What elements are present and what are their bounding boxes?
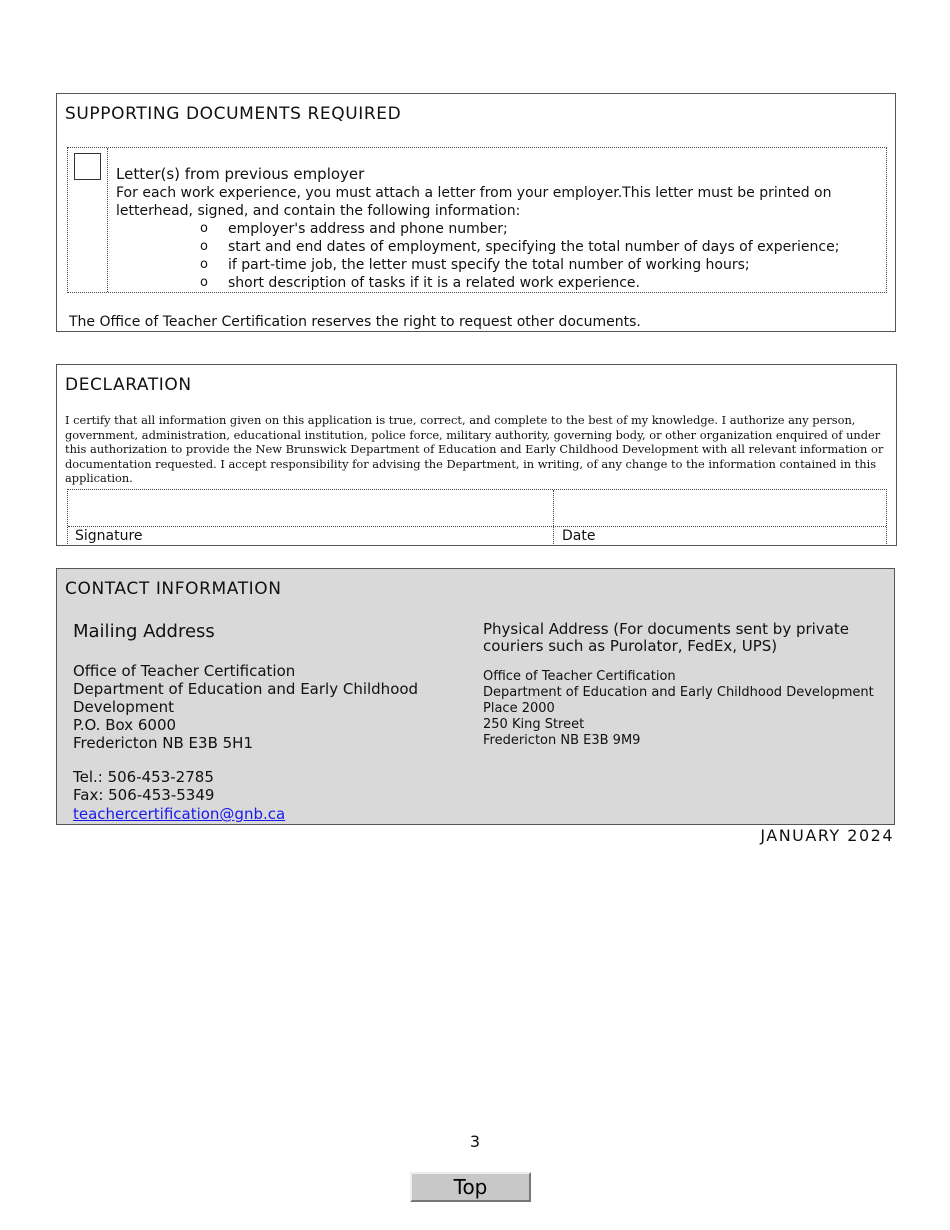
page-number: 3 — [469, 1132, 481, 1151]
signature-label: Signature — [75, 528, 143, 544]
signature-table — [67, 489, 887, 546]
employer-letter-title: Letter(s) from previous employer — [116, 165, 365, 183]
declaration-section — [56, 364, 897, 546]
bullet-marker: o — [200, 239, 208, 254]
physical-address-line: Department of Education and Early Childhood Development — [483, 685, 874, 700]
table-divider — [68, 526, 886, 527]
table-divider — [553, 490, 554, 546]
telephone: Tel.: 506-453-2785 — [73, 768, 214, 786]
physical-address-line: Office of Teacher Certification — [483, 669, 676, 684]
list-item: o employer's address and phone number; — [200, 221, 508, 237]
list-item: o if part-time job, the letter must specify the total number of working hours; — [200, 257, 750, 273]
supporting-documents-section — [56, 93, 896, 332]
date-label: Date — [562, 528, 596, 544]
signature-field[interactable] — [68, 490, 553, 526]
mailing-address-line: P.O. Box 6000 — [73, 716, 177, 734]
mailing-address-line: Department of Education and Early Childhood Development — [73, 680, 419, 716]
employer-letter-description: For each work experience, you must attach a letter from your employer.This letter must be printed on letterhead, signed, and contain the following information: — [116, 185, 832, 219]
revision-date: JANUARY 2024 — [760, 826, 894, 845]
physical-address-title: Physical Address (For documents sent by private couriers such as Purolator, FedEx, UPS) — [483, 620, 850, 655]
mailing-address — [73, 621, 453, 823]
email-link[interactable]: teachercertification@gnb.ca — [73, 805, 286, 823]
supporting-documents-table — [67, 147, 887, 293]
bullet-marker: o — [200, 221, 208, 236]
declaration-heading: DECLARATION — [65, 375, 192, 395]
checkbox-cell — [68, 148, 108, 292]
bullet-marker: o — [200, 275, 208, 290]
employer-letter-requirements — [200, 220, 839, 292]
date-field[interactable] — [554, 490, 886, 526]
list-item: o short description of tasks if it is a related work experience. — [200, 275, 640, 291]
mailing-address-title: Mailing Address — [73, 621, 215, 642]
supporting-footnote: The Office of Teacher Certification reserves the right to request other documents. — [69, 314, 641, 330]
contact-information-section — [56, 568, 895, 825]
employer-letter-checkbox[interactable] — [74, 153, 101, 180]
mailing-address-line: Fredericton NB E3B 5H1 — [73, 734, 253, 752]
contact-information-heading: CONTACT INFORMATION — [65, 579, 282, 599]
list-item: o start and end dates of employment, specifying the total number of days of experience; — [200, 239, 840, 255]
mailing-address-line: Office of Teacher Certification — [73, 662, 296, 680]
physical-address — [483, 621, 883, 749]
physical-address-line: 250 King Street — [483, 717, 585, 732]
top-button[interactable]: Top — [410, 1172, 531, 1202]
fax: Fax: 506-453-5349 — [73, 786, 215, 804]
bullet-marker: o — [200, 257, 208, 272]
physical-address-line: Fredericton NB E3B 9M9 — [483, 733, 641, 748]
supporting-documents-heading: SUPPORTING DOCUMENTS REQUIRED — [65, 104, 402, 124]
declaration-text: I certify that all information given on this application is true, correct, and complete to the best of my knowledge. I authorize any person, government, administration, educational institution, police force, military authority, governing body, or other organization enquired of under this authorization to provide the New Brunswick Department of Education and Early Childhood Development with all relevant information or documentation requested. I accept responsibility for advising the Department, in writing, of any change to the information contained in this application. — [65, 413, 884, 485]
physical-address-line: Place 2000 — [483, 701, 555, 716]
